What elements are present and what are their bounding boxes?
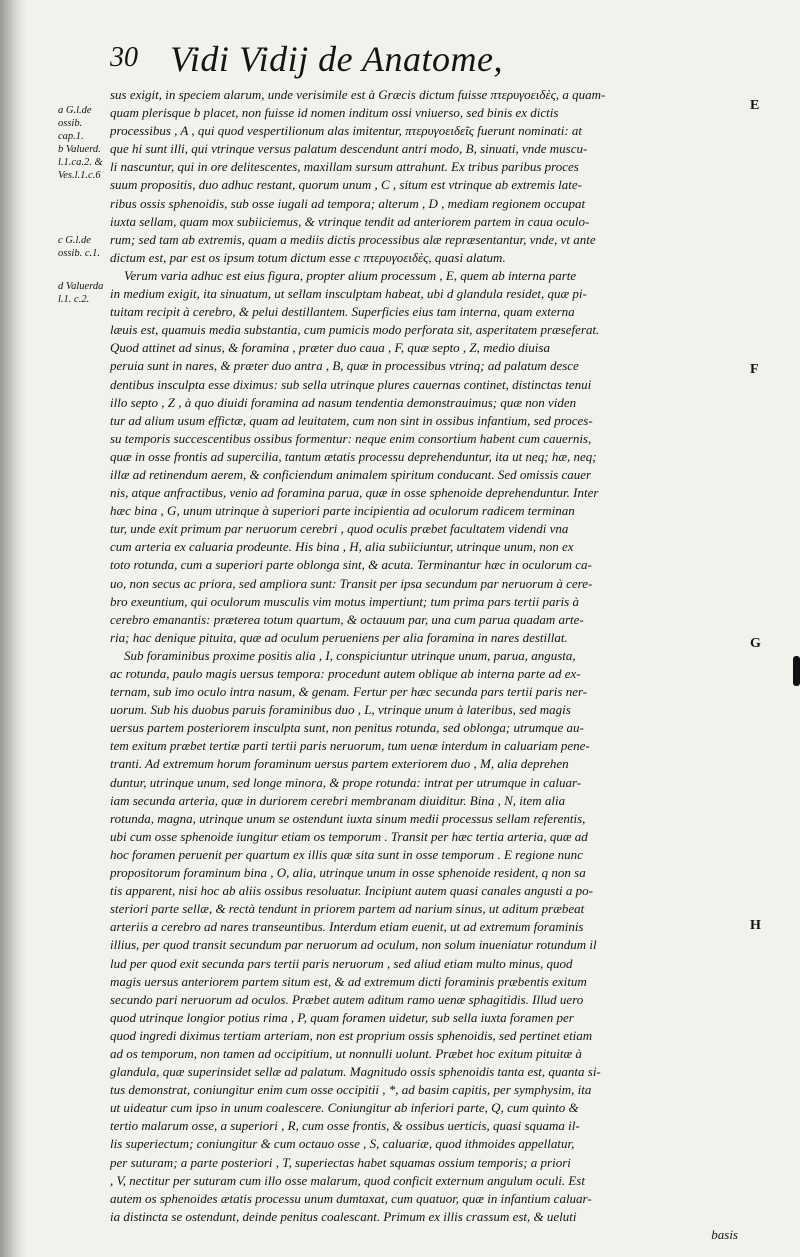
text-line: ad os temporum, non tamen ad occipitium, ut nonnulli uolunt. Præbet hoc exitum pituitæ à bbox=[110, 1045, 582, 1061]
text-line: cum arteria ex caluaria prodeunte. His bina , H, alia subiiciuntur, utrinque unum, non ex bbox=[110, 539, 574, 555]
text-line: autem os sphenoides ætatis processu unum dumtaxat, cum quatuor, quæ in infantium caluar- bbox=[110, 1190, 592, 1206]
text-line: toto rotunda, cum a superiori parte oblonga sint, & acuta. Terminantur hæc in oculorum ca- bbox=[110, 557, 592, 573]
text-line: secundo pari neruorum ad oculos. Præbet autem aditum ramo uenæ sphagitidis. Illud uero bbox=[110, 991, 584, 1007]
ink-blot bbox=[793, 656, 800, 686]
text-line: magis uersus anteriorem partem situm est, & ad extremum dicti foraminis præbentis exitum bbox=[110, 973, 587, 989]
text-line: quod utrinque longior potius rima , P, quam foramen uidetur, sub sella iuxta foramen per bbox=[110, 1009, 574, 1025]
text-line: que hi sunt illi, qui vtrinque versus palatum descendunt antri modo, B, sinuati, vnde muscu- bbox=[110, 141, 588, 157]
text-line: cerebro emanantis: præterea totum quartum, & octauum par, una cum parua quadam arte- bbox=[110, 611, 584, 627]
text-line: dentibus insculpta esse diximus: sub sella utrinque plures cauernas continet, distinctas tenui bbox=[110, 376, 592, 392]
running-title: Vidi Vidij de Anatome, bbox=[170, 39, 503, 79]
text-line: tuitam recipit à cerebro, & pelui destillantem. Superficies eius tam interna, quam externa bbox=[110, 304, 575, 320]
margin-note-c: c G.l.de ossib. c.1. bbox=[58, 235, 100, 259]
text-line: rotunda, magna, utrinque unum se ostendunt iuxta sinum medii processus sellam referentis, bbox=[110, 810, 586, 826]
text-line: Verum varia adhuc est eius figura, propter alium processum , E, quem ab interna parte bbox=[124, 267, 577, 283]
text-line: glandula, quæ superinsidet sellæ ad palatum. Magnitudo ossis sphenoidis tanta est, quanta si- bbox=[110, 1064, 601, 1080]
text-line: Quod attinet ad sinus, & foramina , præter duo caua , F, quæ septo , Z, medio diuisa bbox=[110, 340, 550, 356]
text-line: nis, atque anfractibus, venio ad foramina parua, quæ in osse sphenoide deprehenduntur. Inter bbox=[110, 485, 599, 501]
text-line: tur ad alium usum effictæ, quam ad leuitatem, cum non sint in ossibus infantium, sed proces- bbox=[110, 412, 593, 428]
text-line: arteriis a cerebro ad nares transeuntibus. Interdum etiam euenit, ut ad extremum foraminis bbox=[110, 919, 584, 935]
text-line: ternam, sub imo oculo intra nasum, & genam. Fertur per hæc secunda pars tertii paris ner- bbox=[110, 684, 588, 700]
text-line: quam plerisque b placet, non fuisse id nomen inditum ossi vniuerso, sed binis ex dictis bbox=[110, 105, 559, 121]
text-line: iam secunda arteria, quæ in duriorem cerebri membranam diuiditur. Bina , N, item alia bbox=[110, 792, 566, 808]
text-line: rum; sed tam ab extremis, quam a mediis dictis processibus alæ repræsentantur, vnde, vt ante bbox=[110, 231, 596, 247]
text-line: ia distincta se ostendunt, deinde penitus coalescant. Primum ex illis crassum est, & ueluti bbox=[110, 1208, 577, 1224]
text-line: uersus partem posteriorem insculpta sunt, non penitus rotunda, sed oblonga; utrumque au- bbox=[110, 720, 584, 736]
binding-gutter-shadow bbox=[0, 0, 26, 1257]
text-line: Sub foraminibus proxime positis alia , I, conspiciuntur utrinque unum, parua, angusta, bbox=[124, 647, 576, 663]
text-line: hoc foramen peruenit per quartum ex illis quæ sita sunt in osse temporum . E regione nunc bbox=[110, 846, 583, 862]
text-line: propositorum foraminum bina , O, alia, utrinque unum in osse sphenoide resident, q non sa bbox=[110, 865, 586, 881]
text-line: illo septo , Z , à quo diuidi foramina ad nasum tendentia demonstrauimus; quæ non viden bbox=[110, 394, 577, 410]
text-line: iuxta sellam, quam mox subiiciemus, & vtrinque tendit ad anteriorem partem in caua oculo- bbox=[110, 213, 590, 229]
text-line: tus demonstrat, coniungitur enim cum osse occipitii , *, ad basim capitis, per symphysim, ita bbox=[110, 1082, 592, 1098]
margin-note-d: d Valuerda l.1. c.2. bbox=[58, 281, 104, 305]
text-line: li nascuntur, qui in ore delitescentes, maxillam sursum attrahunt. Ex tribus paribus proces bbox=[110, 159, 579, 175]
text-line: su temporis succescentibus ossibus formentur: neque enim consortium habent cum cauernis, bbox=[110, 430, 592, 446]
text-line: tertio malarum osse, a superiori , R, cum osse frontis, & ossibus uerticis, quasi squama il- bbox=[110, 1118, 580, 1134]
text-line: in medium exigit, ita sinuatum, ut sellam insculptam habeat, ubi d glandula residet, quæ pi- bbox=[110, 286, 587, 302]
text-line: sus exigit, in speciem alarum, unde verisimile est à Græcis dictum fuisse πτερυγοειδὲς, a quam- bbox=[110, 87, 606, 102]
page-header bbox=[110, 38, 770, 92]
section-letter-h: H bbox=[750, 918, 761, 933]
section-letter-f: F bbox=[750, 362, 759, 377]
page-number: 30 bbox=[110, 42, 138, 73]
text-line: lis superiectum; coniungitur & cum octauo osse , S, caluariæ, quod ithmoides appellatur, bbox=[110, 1136, 575, 1152]
text-line: quæ in osse frontis ad supercilia, tantum ætatis processu deprehenduntur, ita ut neq; hæ, neq; bbox=[110, 448, 597, 464]
margin-note-ab: a G.l.de ossib. cap.1. b Valuerd. l.1.ca.2. & Ves.l.1.c.6 bbox=[58, 105, 103, 181]
text-line: hæc bina , G, unum utrinque à superiori parte incipientia ad oculorum radicem terminan bbox=[110, 503, 575, 519]
text-line: uorum. Sub his duobus paruis foraminibus duo , L, vtrinque unum à lateribus, sed magis bbox=[110, 702, 571, 718]
body-text bbox=[110, 86, 748, 1242]
text-line: dictum est, par est os ipsum totum dictum esse c πτερυγοειδὲς, quasi alatum. bbox=[110, 249, 506, 265]
catchword: basis bbox=[711, 1226, 738, 1242]
text-line: peruia sunt in nares, & præter duo antra , B, quæ in processibus vtrinq; ad palatum desce bbox=[110, 358, 579, 374]
text-line: duntur, utrinque unum, sed longe minora, & prope rotunda: intrat per utrumque in caluar- bbox=[110, 774, 582, 790]
text-line: ac rotunda, paulo magis uersus tempora: procedunt autem oblique ab interna parte ad ex- bbox=[110, 666, 581, 681]
section-letter-e: E bbox=[750, 98, 760, 113]
text-line: ria; hac denique pituita, quæ ad oculum perueniens per alia foramina in nares destillat. bbox=[110, 629, 568, 645]
text-line: læuis est, quamuis media substantia, cum pumicis modo perforata sit, asperitatem præseferat. bbox=[110, 322, 600, 338]
text-line: tis apparent, nisi hoc ab aliis ossibus resoluatur. Incipiunt autem quasi canales angusti a po- bbox=[110, 883, 593, 899]
text-line: illæ ad retinendum aerem, & conficiendum animalem spiritum conducant. Sed omissis cauer bbox=[110, 466, 592, 482]
text-line: ubi cum osse sphenoide iungitur etiam os temporum . Transit per hæc tertia arteria, quæ ad bbox=[110, 828, 588, 844]
text-line: tur, unde exit primum par neruorum cerebri , quod oculis præbet facultatem videndi vna bbox=[110, 521, 569, 537]
text-line: per suturam; a parte posteriori , T, superiectas habet squamas ossium temporis; a priori bbox=[110, 1154, 571, 1170]
text-line: illius, per quod transit secundum par neruorum ad oculum, non solum inueniatur rotundum il bbox=[110, 937, 597, 953]
text-line: bro exeuntium, qui oculorum musculis vim motus impertiunt; tum prima pars tertii paris à bbox=[110, 593, 579, 609]
section-letter-g: G bbox=[750, 636, 761, 651]
text-line: processibus , A , qui quod vespertilionum alas imitentur, πτερυγοειδεῖς fuerunt nominati: at bbox=[110, 123, 583, 139]
text-line: , V, nectitur per suturam cum illo osse malarum, quod conficit externum angulum oculi. Est bbox=[110, 1172, 585, 1188]
text-line: ut uideatur cum ipso in unum coalescere. Coniungitur ab inferiori parte, Q, cum quinto & bbox=[110, 1100, 579, 1116]
text-line: suum propositis, duo adhuc restant, quorum unum , C , situm est vtrinque ab extremis late- bbox=[110, 177, 582, 193]
text-line: lud per quod exit secunda pars tertii paris neruorum , sed aliud etiam multo minus, quod bbox=[110, 955, 573, 971]
text-line: tranti. Ad extremum horum foraminum uersus partem exteriorem duo , M, alia deprehen bbox=[110, 756, 569, 772]
text-line: tem exitum præbet tertiæ parti tertii paris neruorum, tum uenæ interdum in caluariam pene- bbox=[110, 738, 590, 754]
text-line: ribus ossis sphenoidis, sub osse iugali ad tempora; alterum , D , mediam regionem occupat bbox=[110, 195, 586, 211]
text-line: steriori parte sellæ, & rectà tendunt in priorem partem ad narium sinus, ut aditum præbeat bbox=[110, 901, 585, 917]
text-line: quod ingredi diximus tertiam arteriam, non est proprium ossis sphenoidis, sed pertinet etiam bbox=[110, 1027, 593, 1043]
text-line: uo, non secus ac priora, sed ampliora sunt: Transit per ipsa secundum par neruorum à cere- bbox=[110, 575, 593, 591]
